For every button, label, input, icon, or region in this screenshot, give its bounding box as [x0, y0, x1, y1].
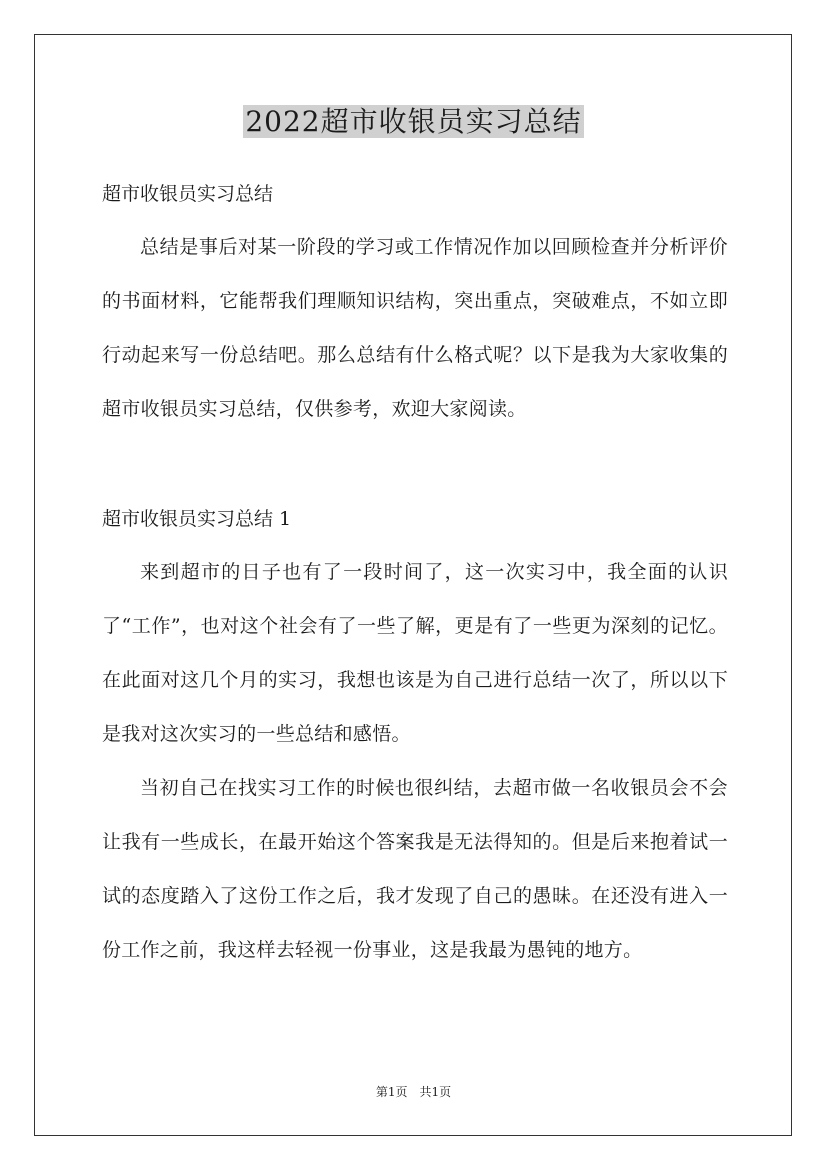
section-paragraph-1: 来到超市的日子也有了一段时间了，这一次实习中，我全面的认识了“工作”，也对这个社会有了一些了解，更是有了一些更为深刻的记忆。在此面对这几个月的实习，我想也该是为自己进行总结一次了，所以以下是我对这次实习的一些总结和感悟。	[102, 561, 728, 745]
document-title-text: 2022超市收银员实习总结	[245, 105, 582, 138]
page-footer: 第1页 共1页	[375, 1085, 452, 1099]
section-body	[102, 545, 728, 977]
section-heading: 超市收银员实习总结 1	[102, 508, 292, 530]
document-title	[0, 100, 827, 144]
intro-paragraph: 总结是事后对某一阶段的学习或工作情况作加以回顾检查并分析评价的书面材料，它能帮我们理顺知识结构，突出重点，突破难点，不如立即行动起来写一份总结吧。那么总结有什么格式呢？以下是我为大家收集的超市收银员实习总结，仅供参考，欢迎大家阅读。	[102, 236, 728, 420]
intro-section	[102, 220, 728, 436]
document-subtitle: 超市收银员实习总结	[102, 183, 274, 205]
section-paragraph-2: 当初自己在找实习工作的时候也很纠结，去超市做一名收银员会不会让我有一些成长，在最开始这个答案我是无法得知的。但是后来抱着试一试的态度踏入了这份工作之后，我才发现了自己的愚昧。在还没有进入一份工作之前，我这样去轻视一份事业，这是我最为愚钝的地方。	[102, 777, 728, 961]
